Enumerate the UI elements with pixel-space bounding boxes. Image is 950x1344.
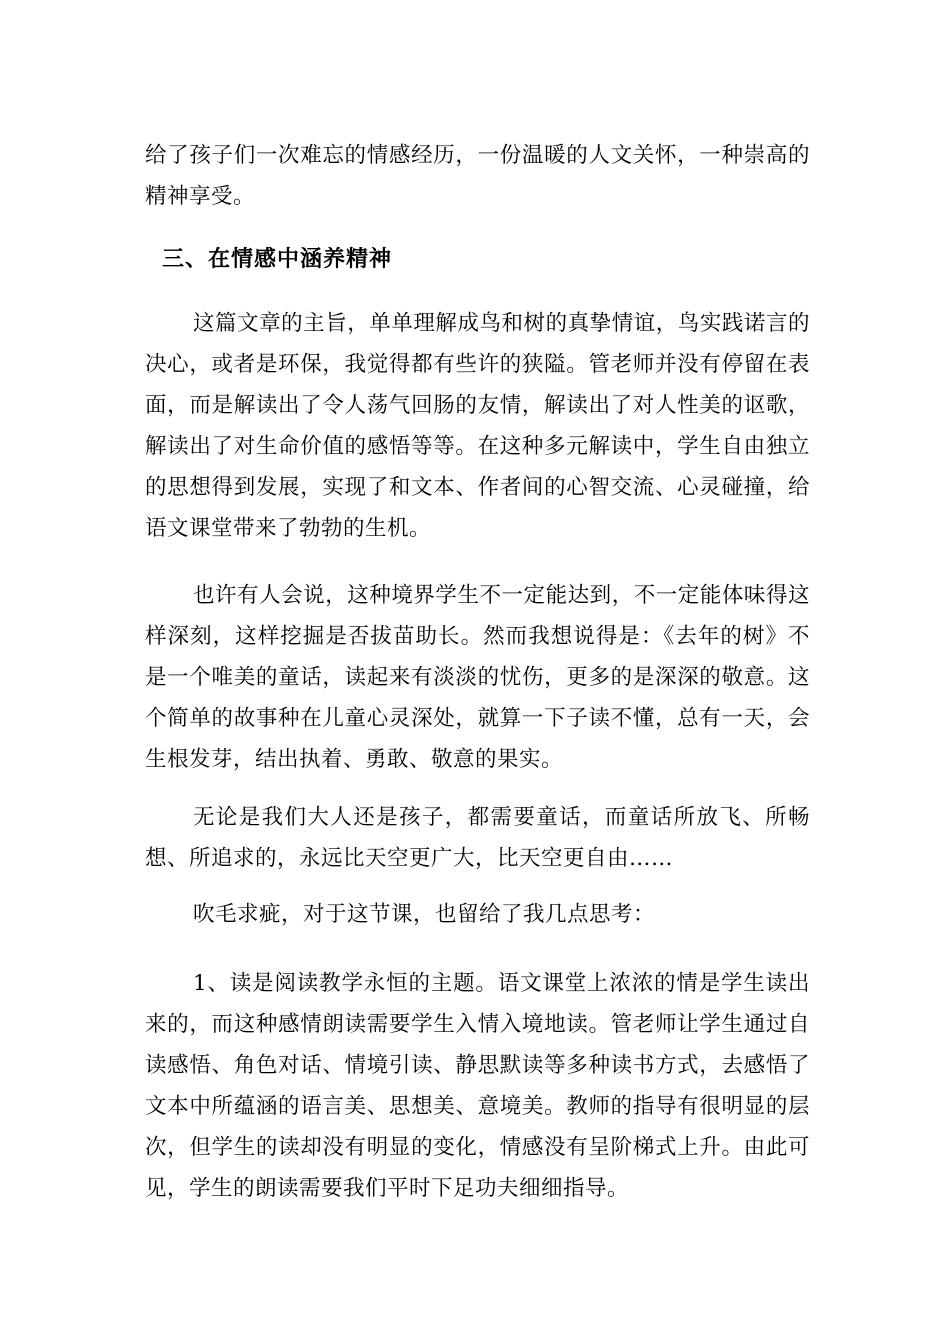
paragraph-fairy-tale: 无论是我们大人还是孩子，都需要童话，而童话所放飞、所畅想、所追求的，永远比天空更广大，比天空更自由…… <box>145 805 810 871</box>
paragraph-depth: 也许有人会说，这种境界学生不一定能达到，不一定能体味得这样深刻，这样挖掘是否拔苗助长。然而我想说得是：《去年的树》不是一个唯美的童话，读起来有淡淡的忧伤，更多的是深深的敬意。这个简单的故事种在儿童心灵深处，就算一下子读不懂，总有一天，会生根发芽，结出执着、勇敢、敬意的果实。 <box>145 583 810 772</box>
paragraph-theme: 这篇文章的主旨，单单理解成鸟和树的真挚情谊，鸟实践诺言的决心，或者是环保，我觉得都有些许的狭隘。管老师并没有停留在表面，而是解读出了令人荡气回肠的友情，解读出了对人性美的讴歌，解读出了对生命价值的感悟等等。在这种多元解读中，学生自由独立的思想得到发展，实现了和文本、作者间的心智交流、心灵碰撞，给语文课堂带来了勃勃的生机。 <box>145 311 810 541</box>
section-heading: 三、在情感中涵养精神 <box>162 247 393 272</box>
paragraph-point-1: 1、读是阅读教学永恒的主题。语文课堂上浓浓的情是学生读出来的，而这种感情朗读需要学生入情入境地读。管老师让学生通过自读感悟、角色对话、情境引读、静思默读等多种读书方式，去感悟了文本中所蕴涵的语言美、思想美、意境美。教师的指导有很明显的层次，但学生的读却没有明显的变化，情感没有呈阶梯式上升。由此可见，学生的朗读需要我们平时下足功夫细细指导。 <box>145 971 810 1201</box>
paragraph-continuation: 给了孩子们一次难忘的情感经历，一份温暖的人文关怀，一种崇高的精神享受。 <box>145 143 810 209</box>
paragraph-reflection-intro: 吹毛求疵，对于这节课，也留给了我几点思考： <box>193 902 656 927</box>
